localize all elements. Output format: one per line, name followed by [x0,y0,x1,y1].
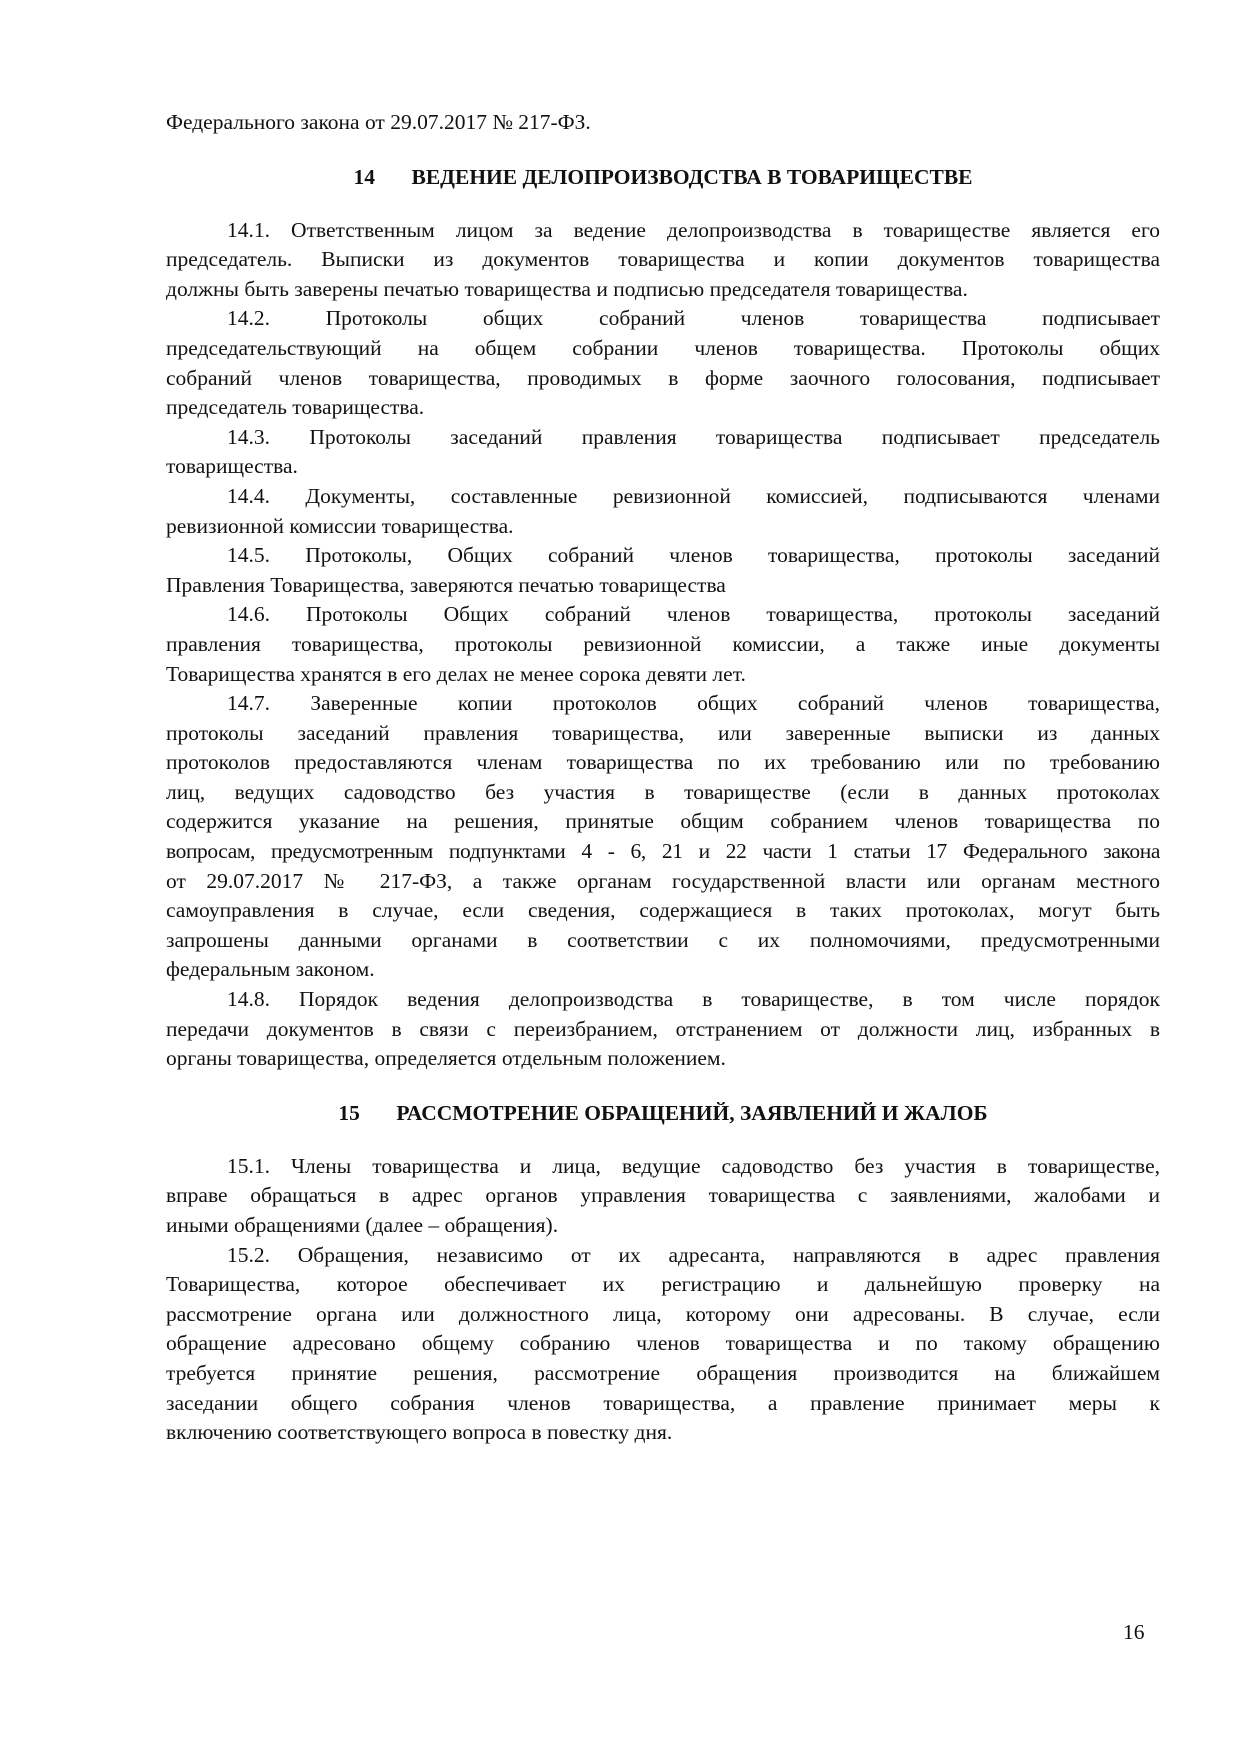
page-content [166,108,1160,1448]
paragraph-14-5 [166,541,1160,600]
text-line: 15.2. Обращения, независимо от их адресанта, направляются в адрес правления [227,1242,1160,1267]
text-line: собраний членов товарищества, проводимых в форме заочного голосования, подписывает [166,365,1160,390]
text-line: заседании общего собрания членов товарищества, а правление принимает меры к [166,1390,1160,1415]
paragraph-14-7 [166,689,1160,985]
paragraph-14-2 [166,304,1160,422]
text-line: Товарищества хранятся в его делах не менее сорока девяти лет. [166,661,746,686]
text-line: 14.8. Порядок ведения делопроизводства в товариществе, в том числе порядок [227,987,1160,1012]
text-line: рассмотрение органа или должностного лица, которому они адресованы. В случае, если [166,1301,1160,1326]
text-line: 14.2. Протоколы общих собраний членов товарищества подписывает [227,306,1160,331]
section-number: 15 [338,1100,360,1125]
text-line: запрошены данными органами в соответствии с их полномочиями, предусмотренными [166,927,1160,952]
text-line: вправе обращаться в адрес органов управления товарищества с заявлениями, жалобами и [166,1183,1160,1208]
section-14-heading [166,162,1160,192]
text-line: председатель. Выписки из документов товарищества и копии документов товарищества [166,247,1160,272]
intro-line: Федерального закона от 29.07.2017 № 217-ФЗ. [166,110,591,134]
text-line: лиц, ведущих садоводство без участия в товариществе (если в данных протоколах [166,779,1160,804]
text-line: иными обращениями (далее – обращения). [166,1213,559,1237]
text-line: 14.5. Протоколы, Общих собраний членов товарищества, протоколы заседаний [227,543,1160,568]
paragraph-15-2 [166,1241,1160,1448]
section-title: ВЕДЕНИЕ ДЕЛОПРОИЗВОДСТВА В ТОВАРИЩЕСТВЕ [411,164,973,189]
text-line: ревизионной комиссии товарищества. [166,513,514,538]
text-line: от 29.07.2017 № 217-ФЗ, а также органам государственной власти или органам местного [166,868,1160,893]
paragraph-15-1 [166,1152,1160,1241]
text-line: органы товарищества, определяется отдельным положением. [166,1046,726,1071]
text-line: 14.7. Заверенные копии протоколов общих собраний членов товарищества, [227,691,1160,716]
paragraph-14-4 [166,482,1160,541]
text-line: 14.6. Протоколы Общих собраний членов товарищества, протоколы заседаний [227,602,1160,627]
text-line: требуется принятие решения, рассмотрение обращения производится на ближайшем [166,1360,1160,1385]
text-line: вопросам, предусмотренным подпунктами 4 - 6, 21 и 22 части 1 статьи 17 Федерального закона [166,839,1160,864]
section-15-heading [166,1098,1160,1128]
text-line: председательствующий на общем собрании членов товарищества. Протоколы общих [166,335,1160,360]
paragraph-14-3 [166,423,1160,482]
page-number: 16 [1123,1620,1145,1644]
text-line: товарищества. [166,454,298,479]
text-line: федеральным законом. [166,957,375,982]
text-line: включению соответствующего вопроса в повестку дня. [166,1420,673,1445]
text-line: передачи документов в связи с переизбранием, отстранением от должности лиц, избранных в [166,1016,1160,1041]
text-line: протоколы заседаний правления товарищества, или заверенные выписки из данных [166,720,1160,745]
text-line: 14.3. Протоколы заседаний правления товарищества подписывает председатель [227,424,1160,449]
text-line: 15.1. Члены товарищества и лица, ведущие садоводство без участия в товариществе, [227,1153,1160,1178]
text-line: должны быть заверены печатью товарищества и подписью председателя товарищества. [166,276,968,301]
text-line: 14.1. Ответственным лицом за ведение делопроизводства в товариществе является его [227,217,1160,242]
text-line: председатель товарищества. [166,395,425,420]
paragraph-14-8 [166,985,1160,1074]
text-line: 14.4. Документы, составленные ревизионной комиссией, подписываются членами [227,483,1160,508]
text-line: протоколов предоставляются членам товарищества по их требованию или по требованию [166,750,1160,775]
section-number: 14 [353,164,375,189]
paragraph-14-6 [166,600,1160,689]
text-line: Правления Товарищества, заверяются печатью товарищества [166,572,726,597]
paragraph-14-1 [166,216,1160,305]
text-line: правления товарищества, протоколы ревизионной комиссии, а также иные документы [166,631,1160,656]
text-line: обращение адресовано общему собранию членов товарищества и по такому обращению [166,1331,1160,1356]
section-title: РАССМОТРЕНИЕ ОБРАЩЕНИЙ, ЗАЯВЛЕНИЙ И ЖАЛОБ [396,1100,988,1125]
text-line: самоуправления в случае, если сведения, содержащиеся в таких протоколах, могут быть [166,898,1160,923]
text-line: Товарищества, которое обеспечивает их регистрацию и дальнейшую проверку на [166,1272,1160,1297]
text-line: содержится указание на решения, принятые общим собранием членов товарищества по [166,809,1160,834]
